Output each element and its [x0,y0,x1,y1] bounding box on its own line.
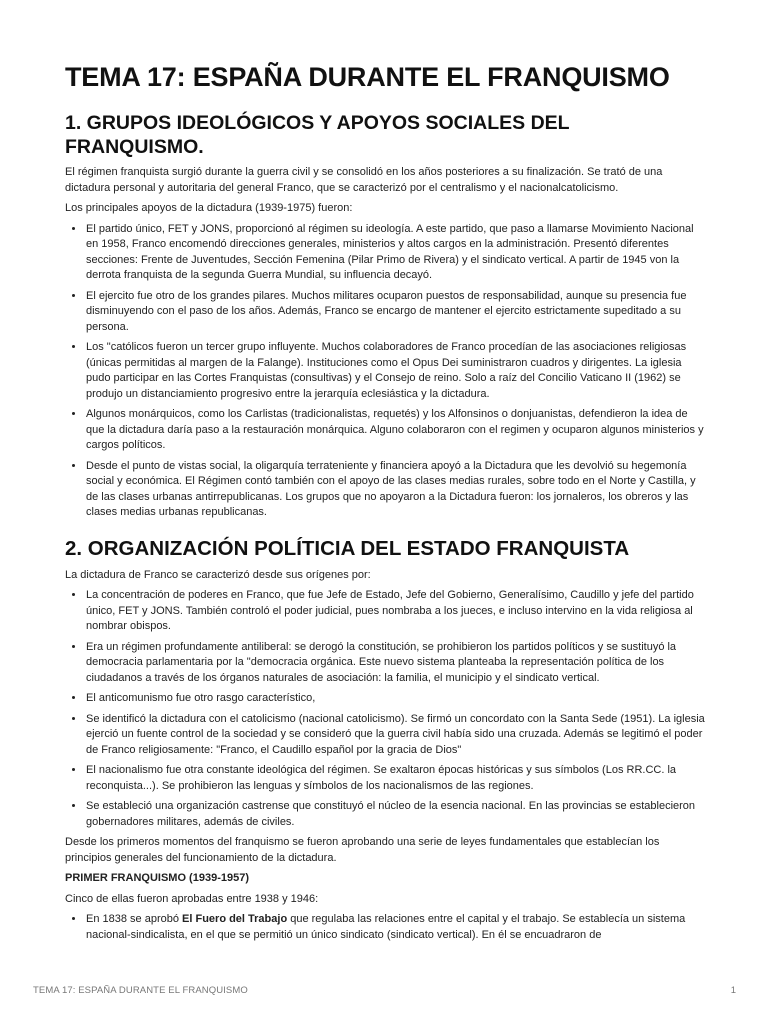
section1-heading: 1. GRUPOS IDEOLÓGICOS Y APOYOS SOCIALES DEL FRANQUISMO. [65,112,570,158]
list-item: • La concentración de poderes en Franco, que fue Jefe de Estado, Jefe del Gobierno, Generalísimo, Caudillo y jefe del partido único, FET y JONS. También controló el poder judicial, pues nombraba a los jueces, e incluso intervino en la vida religiosa al nombrar obispos. [85,588,705,635]
list-item: • Algunos monárquicos, como los Carlistas (tradicionalistas, requetés) y los Alfonsinos o donjuanistas, defendieron la idea de que la dictadura daría paso a la restauración monárquica. Alguno colaboraron con el regimen y ocuparon algunos ministerios y cargos políticos. [85,407,705,454]
section1-list [65,222,705,521]
section1-intro: El régimen franquista surgió durante la guerra civil y se consolidó en los años posteriores a su finalización. Se trató de una dictadura personal y autoritaria del general Franco, que se caracterizó por el centralismo y el nacionalcatolicismo. [65,166,663,194]
section2-paragraph: Desde los primeros momentos del franquismo se fueron aprobando una serie de leyes fundamentales que establecían los principios generales del funcionamiento de la dictadura. [65,836,660,864]
list-item: • El partido único, FET y JONS, proporcionó al régimen su ideología. A este partido, que paso a llamarse Movimiento Nacional en 1958, Franco encomendó direcciones generales, ministerios y altos cargos en la administración. Presentó diferentes secciones: Frente de Juventudes, Sección Femenina (Pilar Primo de Rivera) y el sindicato vertical. A partir de 1945 von la derrota franquista de la segunda Guerra Mundial, su influencia decayó. [85,222,705,284]
document-page [65,60,705,948]
list-item: • Era un régimen profundamente antiliberal: se derogó la constitución, se prohibieron los partidos políticos y se sustituyó la democracia parlamentaria por la "democracia orgánica. Este nuevo sistema planteaba la representación política de los ciudadanos a través de los órganos naturales de asociación: la familia, el municipio y el sindicato vertical. [85,640,705,687]
list-item [85,912,705,943]
section2-lead: La dictadura de Franco se caracterizó desde sus orígenes por: [65,568,371,581]
list-item: • El ejercito fue otro de los grandes pilares. Muchos militares ocuparon puestos de responsabilidad, aunque su presencia fue disminuyendo con el paso de los años. Además, Franco se encargo de mantener el ejercito estrictamente supeditado a su persona. [85,289,705,336]
list-item: • Se estableció una organización castrense que constituyó el núcleo de la esencia nacional. En las provincias se establecieron gobernadores militares, además de civiles. [85,799,705,830]
list-item: • Los "católicos fueron un tercer grupo influyente. Muchos colaboradores de Franco procedían de las asociaciones religiosas (únicas permitidas al margen de la Falange). Instituciones como el Opus Dei suministraron cuadros y dirigentes. La iglesia pudo participar en las Cortes Franquistas (consultivas) y el Consejo de reino. Solo a raíz del Concilio Vaticano II (1962) se produjo un distanciamiento progresivo entre la jerarquía eclesiástica y la dictadura. [85,340,705,402]
list-item: • El anticomunismo fue otro rasgo característico, [85,691,705,707]
law-name: El Fuero del Trabajo [182,913,288,925]
subheading-primer-franquismo: PRIMER FRANQUISMO (1939-1957) [65,872,249,884]
footer-title: TEMA 17: ESPAÑA DURANTE EL FRANQUISMO [33,985,248,996]
document-title: TEMA 17: ESPAÑA DURANTE EL FRANQUISMO [65,62,670,92]
section2-list [65,588,705,830]
list-item: • El nacionalismo fue otra constante ideológica del régimen. Se exaltaron épocas históricas y sus símbolos (Los RR.CC. la reconquista...). Se prohibieron las lenguas y símbolos de los nacionalismos de las regiones. [85,763,705,794]
list-item-text: En 1838 se aprobó [86,913,183,925]
laws-list [65,912,705,943]
list-item: • Desde el punto de vistas social, la oligarquía terrateniente y financiera apoyó a la Dictadura que les devolvió su hegemonía social y económica. El Régimen contó también con el apoyo de las clases medias rurales, sobre todo en el Norte y Castilla, y de las clases urbanas antirrepublicanas. Los grupos que no apoyaron a la Dictadura fueron: los jornaleros, los obreros y las clases medias urbanas republicanas. [85,459,705,521]
section2-heading: 2. ORGANIZACIÓN POLÍTICIA DEL ESTADO FRANQUISTA [65,536,630,560]
section1-lead: Los principales apoyos de la dictadura (1939-1975) fueron: [65,202,353,214]
list-item: • Se identificó la dictadura con el catolicismo (nacional catolicismo). Se firmó un concordato con la Santa Sede (1951). La iglesia ejerció un fuente control de la sociedad y se consideró que la guerra civil había sido una cruzada. Además se legitimó el poder de Franco religiosamente: "Franco, el Caudillo español por la gracia de Dios" [85,712,705,759]
page-number: 1 [730,985,736,996]
subsection-lead: Cinco de ellas fueron aprobadas entre 1938 y 1946: [65,892,319,905]
list-item-text: que regulaba las relaciones entre el capital y el trabajo. Se establecía un sistema nacional-sindicalista, en el que se permitió un único sindicato (sindicato vertical). En él se encuadraron de [86,913,686,941]
